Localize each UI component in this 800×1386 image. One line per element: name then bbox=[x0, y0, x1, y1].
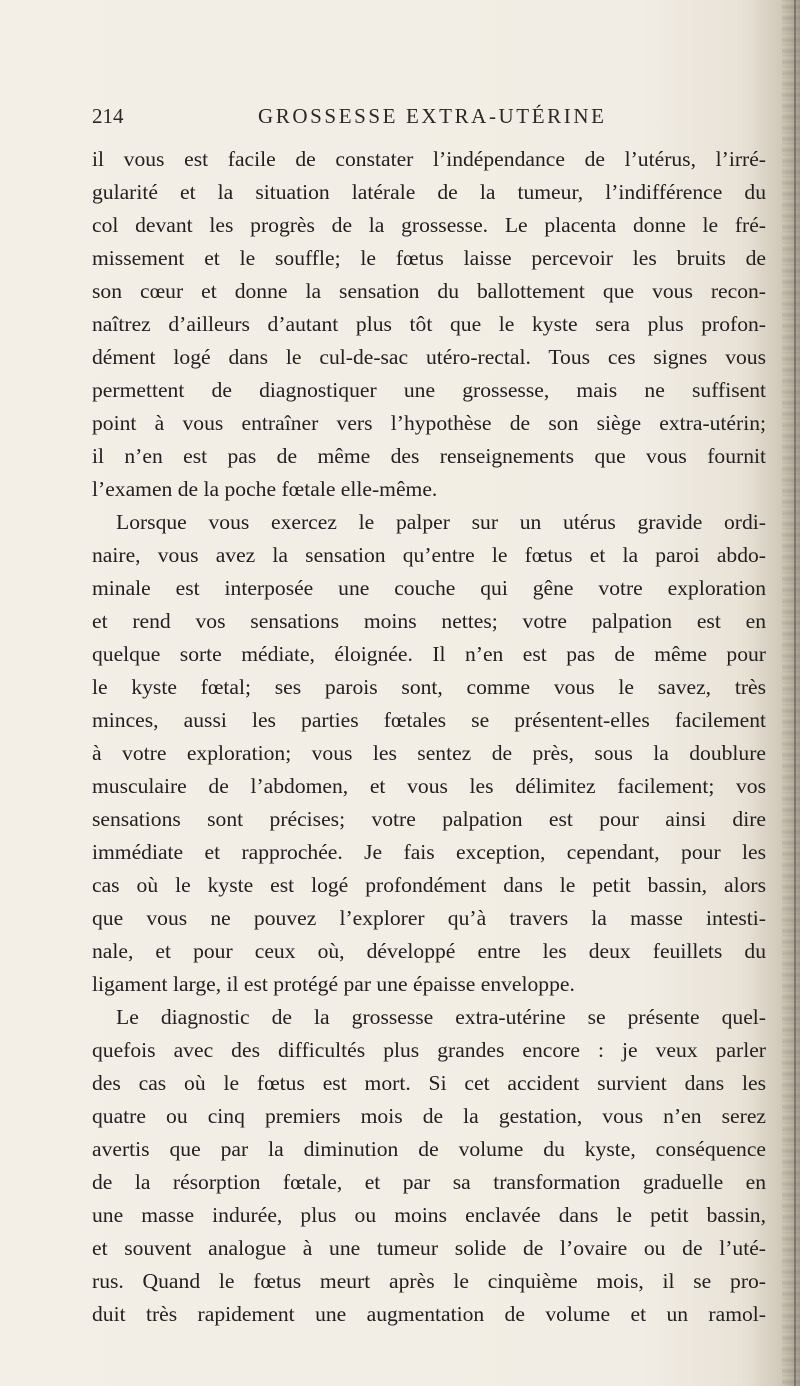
text-line: cas où le kyste est logé profondément dans le petit bassin, alors bbox=[92, 873, 766, 897]
text-line: nale, et pour ceux où, développé entre les deux feuillets du bbox=[92, 939, 766, 963]
text-line: duit très rapidement une augmentation de volume et un ramol- bbox=[92, 1302, 766, 1326]
paragraph-end-line: l’examen de la poche fœtale elle-même. bbox=[92, 477, 438, 501]
text-line: quelque sorte médiate, éloignée. Il n’en est pas de même pour bbox=[92, 642, 766, 666]
text-line: quefois avec des difficultés plus grandes encore : je veux parler bbox=[92, 1038, 766, 1062]
text-line: sensations sont précises; votre palpation est pour ainsi dire bbox=[92, 807, 766, 831]
text-line: minale est interposée une couche qui gêne votre exploration bbox=[92, 576, 766, 600]
text-line: immédiate et rapprochée. Je fais exception, cependant, pour les bbox=[92, 840, 766, 864]
text-line: et rend vos sensations moins nettes; votre palpation est en bbox=[92, 609, 766, 633]
text-line: à votre exploration; vous les sentez de près, sous la doublure bbox=[92, 741, 766, 765]
text-line: il vous est facile de constater l’indépendance de l’utérus, l’irré- bbox=[92, 147, 766, 171]
text-line: il n’en est pas de même des renseignements que vous fournit bbox=[92, 444, 766, 468]
text-line: une masse indurée, plus ou moins enclavée dans le petit bassin, bbox=[92, 1203, 766, 1227]
text-line: des cas où le fœtus est mort. Si cet accident survient dans les bbox=[92, 1071, 766, 1095]
paragraph-start-line: Lorsque vous exercez le palper sur un utérus gravide ordi- bbox=[116, 510, 766, 534]
text-line: point à vous entraîner vers l’hypothèse de son siège extra-utérin; bbox=[92, 411, 766, 435]
text-line: avertis que par la diminution de volume du kyste, conséquence bbox=[92, 1137, 766, 1161]
page-number: 214 bbox=[92, 104, 124, 128]
page-edge-shadow bbox=[782, 0, 800, 1386]
text-line: que vous ne pouvez l’explorer qu’à travers la masse intesti- bbox=[92, 906, 766, 930]
running-head bbox=[92, 104, 752, 134]
text-line: minces, aussi les parties fœtales se présentent-elles facilement bbox=[92, 708, 766, 732]
text-line: quatre ou cinq premiers mois de la gestation, vous n’en serez bbox=[92, 1104, 766, 1128]
page-edge-line bbox=[794, 0, 796, 1386]
text-line: de la résorption fœtale, et par sa transformation graduelle en bbox=[92, 1170, 766, 1194]
paragraph-start-line: Le diagnostic de la grossesse extra-utérine se présente quel- bbox=[116, 1005, 766, 1029]
body-text bbox=[92, 143, 766, 1331]
text-line: permettent de diagnostiquer une grossesse, mais ne suffisent bbox=[92, 378, 766, 402]
text-line: rus. Quand le fœtus meurt après le cinquième mois, il se pro- bbox=[92, 1269, 766, 1293]
text-line: son cœur et donne la sensation du ballottement que vous recon- bbox=[92, 279, 766, 303]
text-line: naîtrez d’ailleurs d’autant plus tôt que le kyste sera plus profon- bbox=[92, 312, 766, 336]
text-line: dément logé dans le cul-de-sac utéro-rectal. Tous ces signes vous bbox=[92, 345, 766, 369]
text-line: missement et le souffle; le fœtus laisse percevoir les bruits de bbox=[92, 246, 766, 270]
text-line: col devant les progrès de la grossesse. Le placenta donne le fré- bbox=[92, 213, 766, 237]
text-line: naire, vous avez la sensation qu’entre le fœtus et la paroi abdo- bbox=[92, 543, 766, 567]
text-line: musculaire de l’abdomen, et vous les délimitez facilement; vos bbox=[92, 774, 766, 798]
running-title: GROSSESSE EXTRA-UTÉRINE bbox=[258, 104, 607, 128]
text-line: le kyste fœtal; ses parois sont, comme vous le savez, très bbox=[92, 675, 766, 699]
text-line: gularité et la situation latérale de la tumeur, l’indifférence du bbox=[92, 180, 766, 204]
text-line: et souvent analogue à une tumeur solide de l’ovaire ou de l’uté- bbox=[92, 1236, 766, 1260]
paragraph-end-line: ligament large, il est protégé par une épaisse enveloppe. bbox=[92, 972, 575, 996]
